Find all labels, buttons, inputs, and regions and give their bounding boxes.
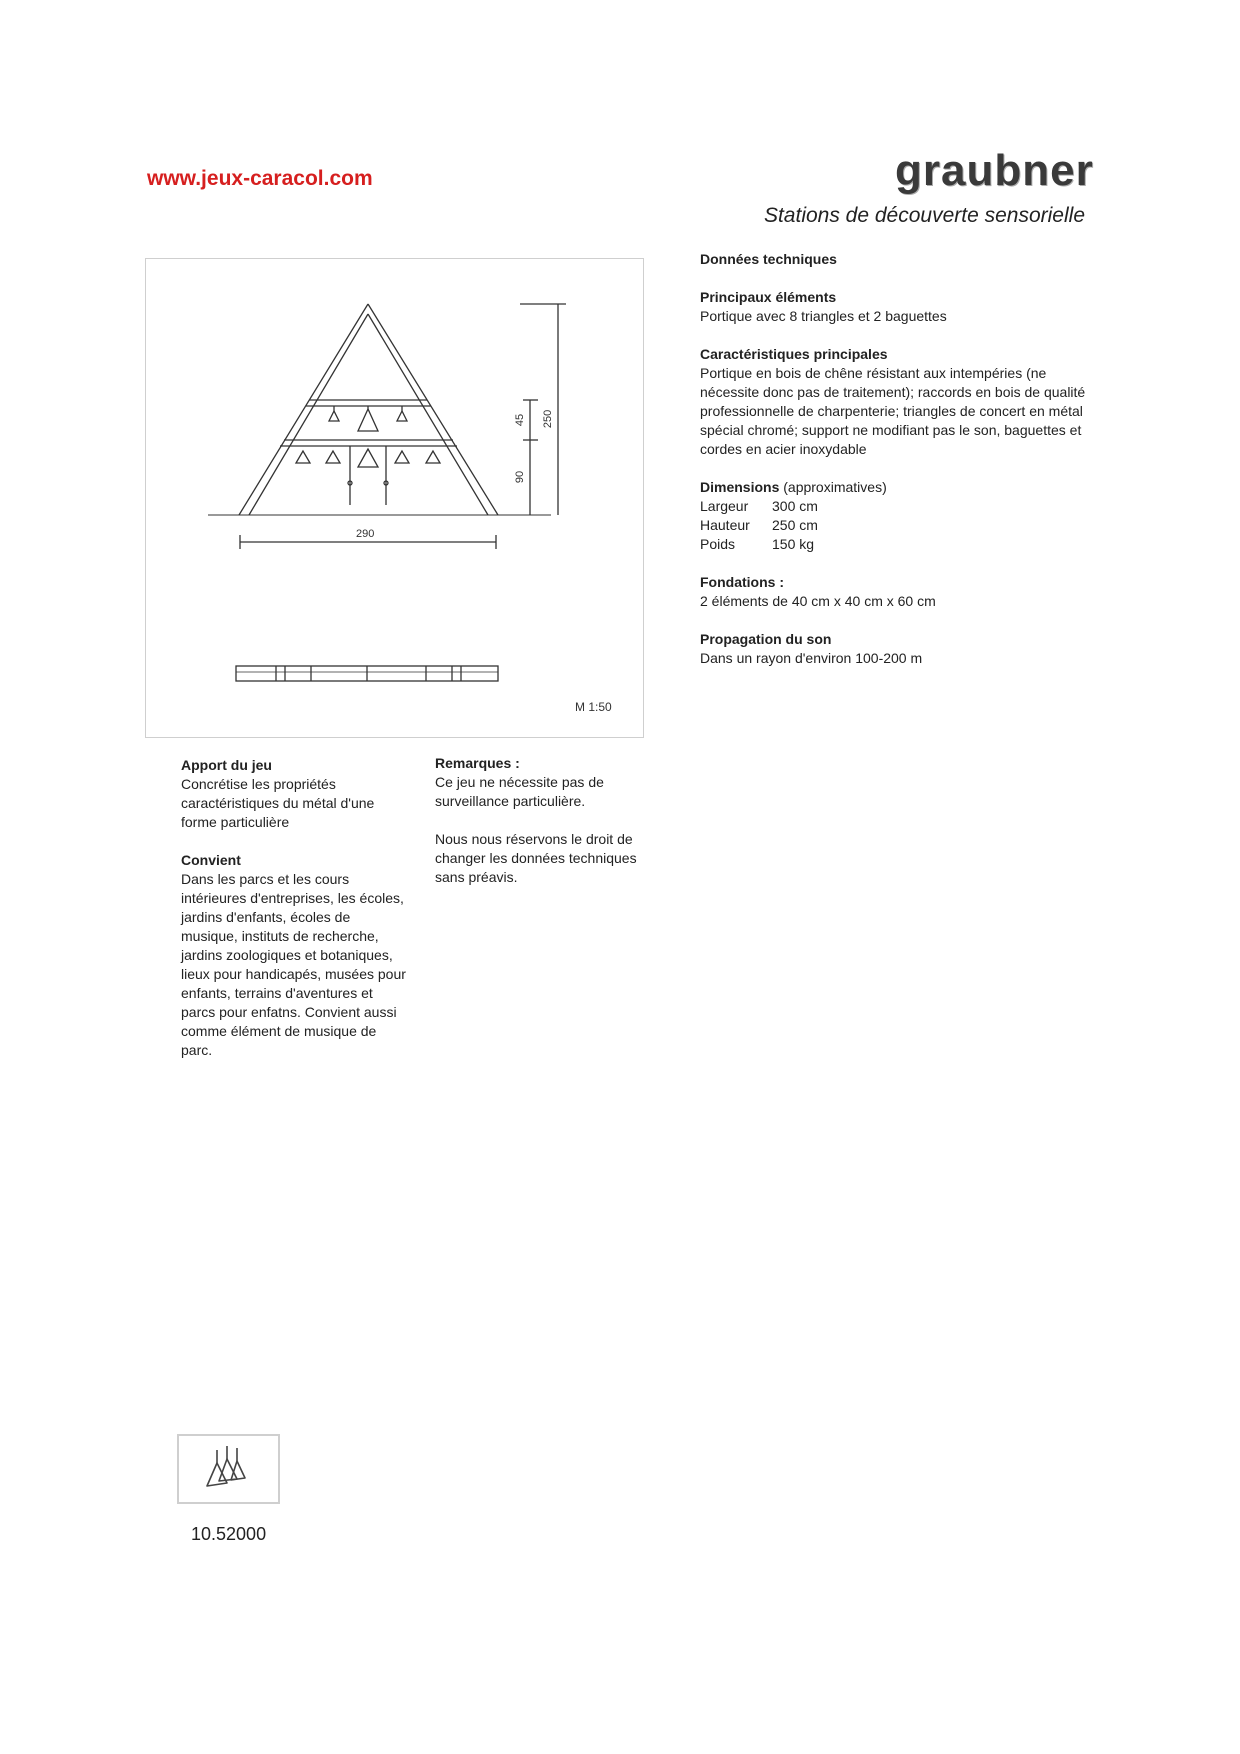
sound-text: Dans un rayon d'environ 100-200 m <box>700 650 923 666</box>
drawing-svg <box>146 259 643 737</box>
remarques-text-2: Nous nous réservons le droit de changer les données techniques sans préavis. <box>435 831 637 885</box>
foundations-title: Fondations : <box>700 574 784 590</box>
technical-drawing <box>145 258 644 738</box>
triangle-7 <box>395 451 409 463</box>
elements-title: Principaux éléments <box>700 289 837 305</box>
website-url: www.jeux-caracol.com <box>147 167 373 190</box>
tech-heading: Données techniques <box>700 251 837 267</box>
remarques-text-1: Ce jeu ne nécessite pas de surveillance particulière. <box>435 774 604 809</box>
dimension-row: Poids 150 kg <box>700 536 815 552</box>
triangle-3 <box>397 411 407 421</box>
remarks-column <box>435 754 670 906</box>
triangle-1 <box>329 411 339 421</box>
dimension-row: Hauteur 250 cm <box>700 517 818 533</box>
dimensions-note: (approximatives) <box>783 479 887 495</box>
dim-lower-label: 90 <box>514 470 526 484</box>
features-title: Caractéristiques principales <box>700 346 888 362</box>
dimensions-title: Dimensions <box>700 479 780 495</box>
features-text: Portique en bois de chêne résistant aux intempéries (ne nécessite donc pas de traitement); raccords en bois de qualité professionnelle de charpenterie; triangles de concert en métal spécial chromé; support ne modifiant pas le son, baguettes et cordes en acier inoxydable <box>700 365 1086 457</box>
triangle-8 <box>426 451 440 463</box>
convient-text: Dans les parcs et les cours intérieures d'entreprises, les écoles, jardins d'enfants, écoles de musique, instituts de recherche, jardins zoologiques et botaniques, lieux pour handicapés, musées pour enfants, terrains d'aventures et parcs pour enfatns. Convient aussi comme élément de musique de parc. <box>181 871 406 1058</box>
foundations-text: 2 éléments de 40 cm x 40 cm x 60 cm <box>700 593 936 609</box>
triangle-4 <box>296 451 310 463</box>
brand-logo: graubner <box>895 146 1094 195</box>
elements-text: Portique avec 8 triangles et 2 baguettes <box>700 308 947 324</box>
page-subtitle: Stations de découverte sensorielle <box>763 204 1085 227</box>
triangles-icon <box>179 1436 278 1502</box>
triangle-6 <box>358 449 378 467</box>
apport-title: Apport du jeu <box>181 757 272 773</box>
sound-title: Propagation du son <box>700 631 832 647</box>
usage-column <box>181 756 406 1079</box>
tech-specs <box>700 250 1100 687</box>
product-thumbnail <box>177 1434 280 1504</box>
convient-title: Convient <box>181 852 241 868</box>
dim-upper-label: 45 <box>514 413 526 427</box>
dim-width-label: 290 <box>356 528 375 540</box>
product-reference: 10.52000 <box>191 1524 267 1544</box>
triangle-2 <box>358 409 378 431</box>
dimension-row: Largeur 300 cm <box>700 498 818 514</box>
triangle-5 <box>326 451 340 463</box>
remarques-title: Remarques : <box>435 755 520 771</box>
scale-label: M 1:50 <box>575 700 612 714</box>
dim-height-label: 250 <box>542 409 554 429</box>
apport-text: Concrétise les propriétés caractéristiques du métal d'une forme particulière <box>181 776 375 830</box>
